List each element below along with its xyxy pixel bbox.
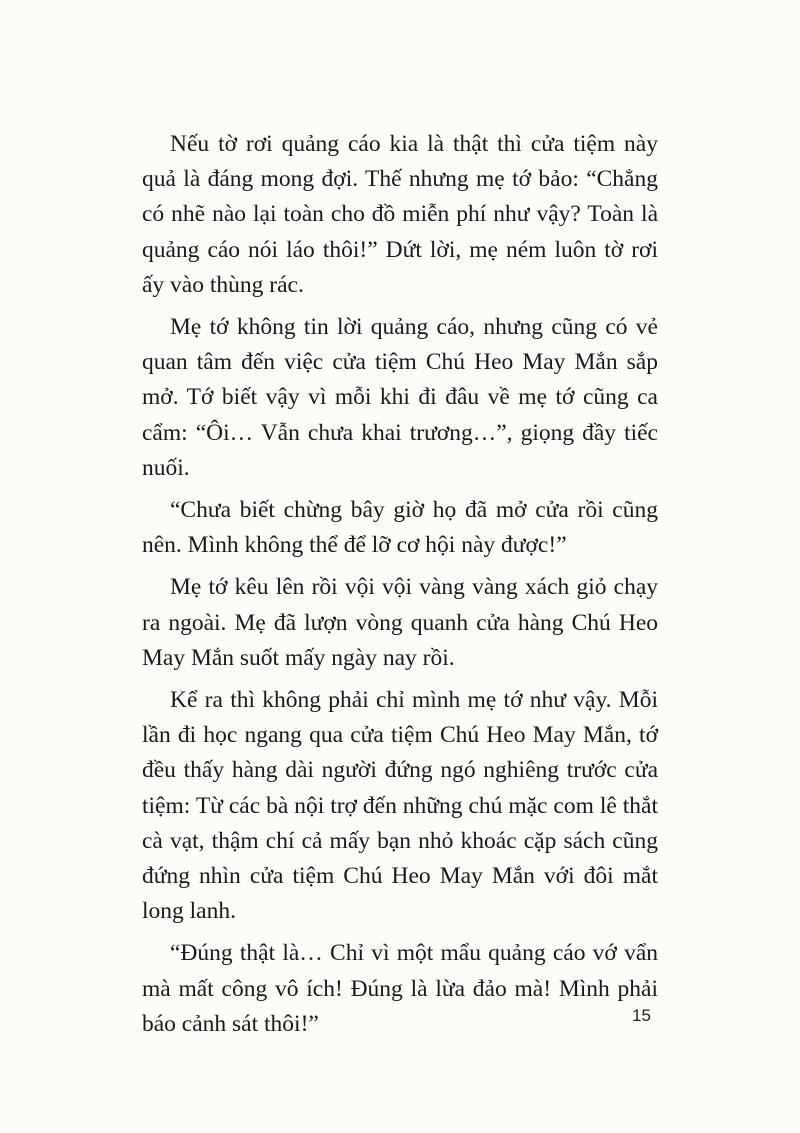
paragraph-3: “Chưa biết chừng bây giờ họ đã mở cửa rồi cũng nên. Mình không thể để lỡ cơ hội này được!” (142, 497, 658, 559)
paragraph-1: Nếu tờ rơi quảng cáo kia là thật thì cửa tiệm này quả là đáng mong đợi. Thế nhưng mẹ tớ bảo: “Chẳng có nhẽ nào lại toàn cho đồ miễn phí như vậy? Toàn là quảng cáo nói láo thôi!” Dứt lời, mẹ ném luôn tờ rơi ấy vào thùng rác. (142, 131, 658, 298)
paragraph-5: Kể ra thì không phải chỉ mình mẹ tớ như vậy. Mỗi lần đi học ngang qua cửa tiệm Chú Heo May Mắn, tớ đều thấy hàng dài người đứng ngó nghiêng trước cửa tiệm: Từ các bà nội trợ đến những chú mặc com lê thắt cà vạt, thậm chí cả mấy bạn nhỏ khoác cặp sách cũng đứng nhìn cửa tiệm Chú Heo May Mắn với đôi mắt long lanh. (142, 687, 658, 925)
page-number: 15 (632, 1006, 651, 1025)
page-body (142, 127, 658, 1049)
paragraph-4: Mẹ tớ kêu lên rồi vội vội vàng vàng xách giỏ chạy ra ngoài. Mẹ đã lượn vòng quanh cửa hàng Chú Heo May Mắn suốt mấy ngày nay rồi. (142, 574, 658, 671)
paragraph-2: Mẹ tớ không tin lời quảng cáo, nhưng cũng có vẻ quan tâm đến việc cửa tiệm Chú Heo May Mắn sắp mở. Tớ biết vậy vì mỗi khi đi đâu về mẹ tớ cũng ca cẩm: “Ôi… Vẫn chưa khai trương…”, giọng đầy tiếc nuối. (142, 314, 658, 481)
paragraph-6: “Đúng thật là… Chỉ vì một mẩu quảng cáo vớ vẩn mà mất công vô ích! Đúng là lừa đảo mà! Mình phải báo cảnh sát thôi!” (142, 940, 658, 1037)
